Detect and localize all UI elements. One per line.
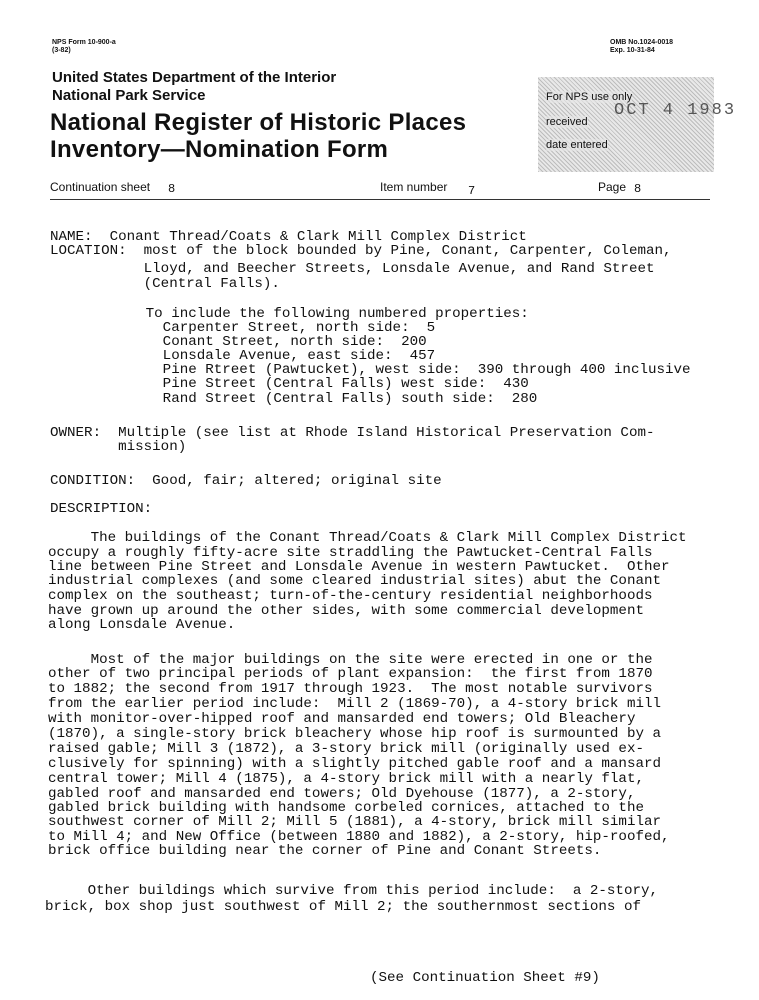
date-entered-label: date entered [546, 139, 608, 151]
received-label: received [546, 116, 588, 128]
footer-continuation-note: (See Continuation Sheet #9) [370, 970, 600, 986]
body-line: LOCATION: most of the block bounded by Pine, Conant, Carpenter, Coleman, [50, 243, 672, 259]
body-line: to Mill 4; and New Office (between 1880 and 1882), a 2-story, hip-roofed, [48, 829, 670, 845]
nps-use-box [538, 77, 737, 172]
body-line: gabled brick building with handsome corbeled cornices, attached to the [48, 800, 644, 816]
body-line: Conant Street, north side: 200 [52, 334, 427, 350]
continuation-sheet-value: 8 [168, 182, 176, 196]
body-line: with monitor-over-hipped roof and mansarded end towers; Old Bleachery [48, 711, 636, 727]
agency-line-2: National Park Service [52, 87, 206, 104]
body-line: complex on the southeast; turn-of-the-century residential neighborhoods [48, 588, 653, 604]
body-line: Other buildings which survive from this period include: a 2-story, [45, 883, 658, 899]
body-line: NAME: Conant Thread/Coats & Clark Mill Complex District [50, 229, 527, 245]
body-line: OWNER: Multiple (see list at Rhode Island Historical Preservation Com- [50, 425, 655, 441]
omb-number: OMB No.1024-0018 Exp. 10-31-84 [610, 39, 674, 54]
body-line: to 1882; the second from 1917 through 1923. The most notable survivors [48, 681, 653, 697]
body-line: raised gable; Mill 3 (1872), a 3-story brick mill (originally used ex- [48, 741, 644, 757]
body-line: other of two principal periods of plant expansion: the first from 1870 [48, 666, 653, 682]
body-line: DESCRIPTION: [50, 501, 153, 517]
body-line: occupy a roughly fifty-acre site straddling the Pawtucket-Central Falls [48, 545, 653, 561]
body-line: (Central Falls). [50, 276, 280, 292]
body-line: (1870), a single-story brick bleachery whose hip roof is surmounted by a [48, 726, 661, 742]
continuation-sheet-label: Continuation sheet [50, 180, 151, 194]
body-line: brick, box shop just southwest of Mill 2; the southernmost sections of [45, 899, 641, 915]
body-line: have grown up around the other sides, with some commercial development [48, 603, 644, 619]
body-line: Rand Street (Central Falls) south side: 280 [52, 391, 538, 407]
body-line: Carpenter Street, north side: 5 [52, 320, 436, 336]
body-line: To include the following numbered properties: [52, 306, 529, 322]
body-line: gabled roof and mansarded end towers; Old Dyehouse (1877), a 2-story, [48, 786, 636, 802]
body-line: mission) [50, 439, 187, 455]
body-line: along Lonsdale Avenue. [48, 617, 236, 633]
item-number-label: Item number [380, 180, 448, 194]
body-line: Lloyd, and Beecher Streets, Lonsdale Avenue, and Rand Street [50, 261, 655, 277]
agency-line-1: United States Department of the Interior [52, 69, 337, 86]
body-line: Most of the major buildings on the site were erected in one or the [48, 652, 653, 668]
body-line: industrial complexes (and some cleared industrial sites) abut the Conant [48, 573, 661, 589]
body-line: brick office building near the corner of Pine and Conant Streets. [48, 843, 602, 859]
page-value: 8 [634, 182, 642, 196]
body-line: The buildings of the Conant Thread/Coats & Clark Mill Complex District [48, 530, 687, 546]
form-title-line-2: Inventory—Nomination Form [50, 136, 389, 163]
body-line: CONDITION: Good, fair; altered; original site [50, 473, 442, 489]
for-nps-label: For NPS use only [546, 91, 633, 103]
body-line: line between Pine Street and Lonsdale Avenue in western Pawtucket. Other [48, 559, 670, 575]
body-line: southwest corner of Mill 2; Mill 5 (1881), a 4-story, brick mill similar [48, 814, 661, 830]
body-line: Lonsdale Avenue, east side: 457 [52, 348, 436, 364]
body-line: clusively for spinning) with a slightly pitched gable roof and a mansard [48, 756, 661, 772]
body-line: Pine Rtreet (Pawtucket), west side: 390 through 400 inclusive [52, 362, 691, 378]
continuation-row [50, 180, 660, 198]
page-label: Page [598, 180, 627, 194]
received-stamp: OCT 4 1983 [614, 101, 737, 120]
header-rule [50, 199, 710, 200]
item-number-value: 7 [468, 184, 476, 198]
body-line: Pine Street (Central Falls) west side: 430 [52, 376, 529, 392]
form-number: NPS Form 10-900-a (3-82) [52, 39, 116, 54]
body-line: from the earlier period include: Mill 2 (1869-70), a 4-story brick mill [48, 696, 661, 712]
body-line: central tower; Mill 4 (1875), a 4-story brick mill with a nearly flat, [48, 771, 644, 787]
form-title-line-1: National Register of Historic Places [50, 109, 467, 136]
